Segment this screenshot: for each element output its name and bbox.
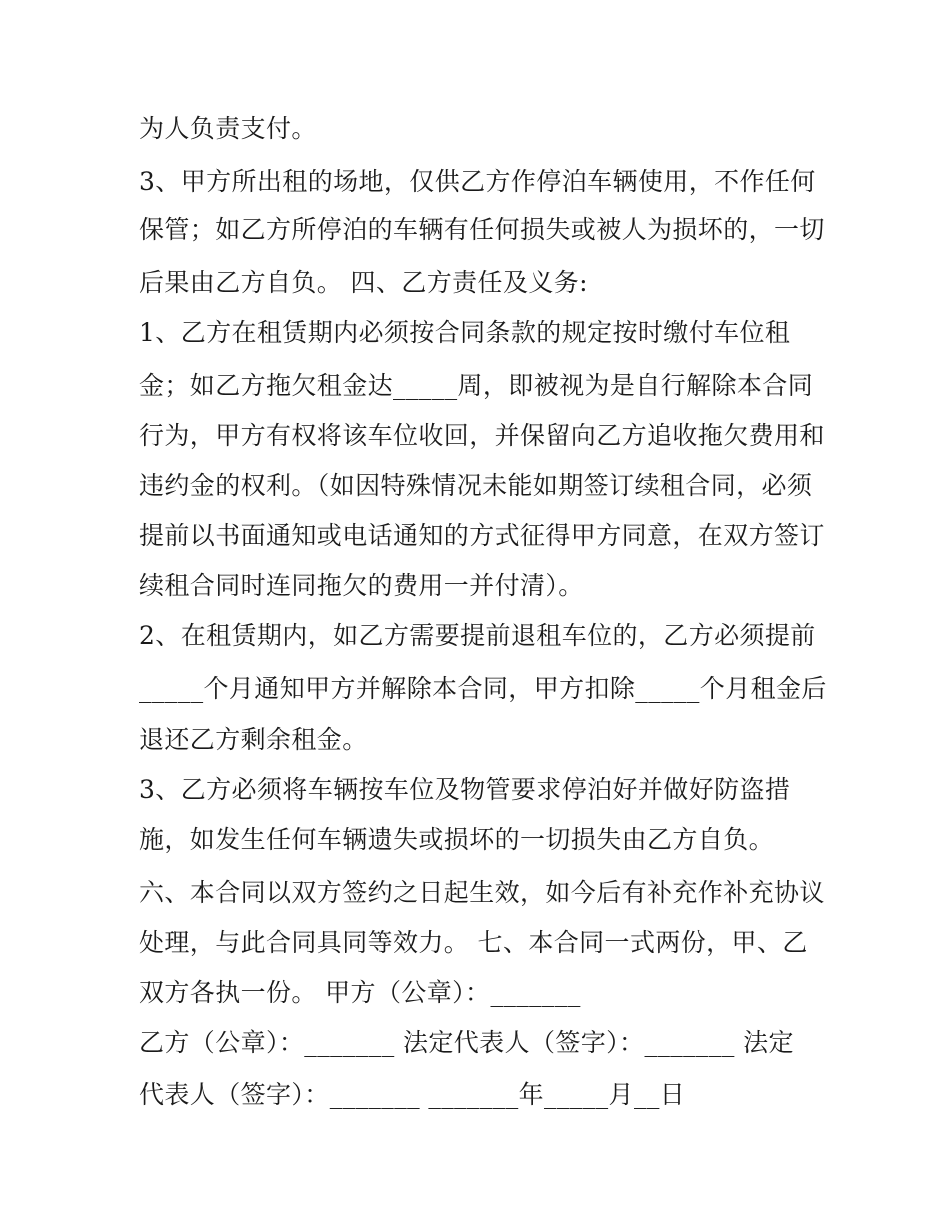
text-line: 3、乙方必须将车辆按车位及物管要求停泊好并做好防盗措 bbox=[139, 775, 791, 804]
text-line: 为人负责支付。 bbox=[139, 114, 317, 143]
text-line: 保管；如乙方所停泊的车辆有任何损失或被人为损坏的，一切 bbox=[139, 215, 825, 244]
text-line: 处理，与此合同具同等效力。 七、本合同一式两份，甲、乙 bbox=[139, 928, 808, 957]
text-line: 1、乙方在租赁期内必须按合同条款的规定按时缴付车位租 bbox=[139, 318, 791, 347]
text-line: 3、甲方所出租的场地，仅供乙方作停泊车辆使用，不作任何 bbox=[139, 167, 816, 196]
text-line: 2、在租赁期内，如乙方需要提前退租车位的，乙方必须提前 bbox=[139, 621, 816, 650]
text-line: 施，如发生任何车辆遗失或损坏的一切损失由乙方自负。 bbox=[139, 825, 775, 854]
text-line: 代表人（签字）：_______ _______年_____月__日 bbox=[139, 1080, 686, 1109]
text-line: 续租合同时连同拖欠的费用一并付清）。 bbox=[139, 571, 584, 600]
text-line: 乙方（公章）：_______ 法定代表人（签字）：_______ 法定 bbox=[139, 1028, 794, 1057]
text-line: _____个月通知甲方并解除本合同，甲方扣除_____个月租金后 bbox=[139, 674, 827, 703]
text-line: 行为，甲方有权将该车位收回，并保留向乙方追收拖欠费用和 bbox=[139, 421, 825, 450]
text-line: 退还乙方剩余租金。 bbox=[139, 725, 368, 754]
text-line: 六、本合同以双方签约之日起生效，如今后有补充作补充协议 bbox=[139, 878, 825, 907]
text-line: 双方各执一份。 甲方（公章）：_______ bbox=[139, 978, 581, 1007]
text-line: 违约金的权利。（如因特殊情况未能如期签订续租合同，必须 bbox=[139, 471, 813, 500]
text-line: 后果由乙方自负。 四、乙方责任及义务: bbox=[139, 268, 588, 297]
text-line: 提前以书面通知或电话通知的方式征得甲方同意，在双方签订 bbox=[139, 521, 825, 550]
text-line: 金；如乙方拖欠租金达_____周，即被视为是自行解除本合同 bbox=[139, 371, 814, 400]
